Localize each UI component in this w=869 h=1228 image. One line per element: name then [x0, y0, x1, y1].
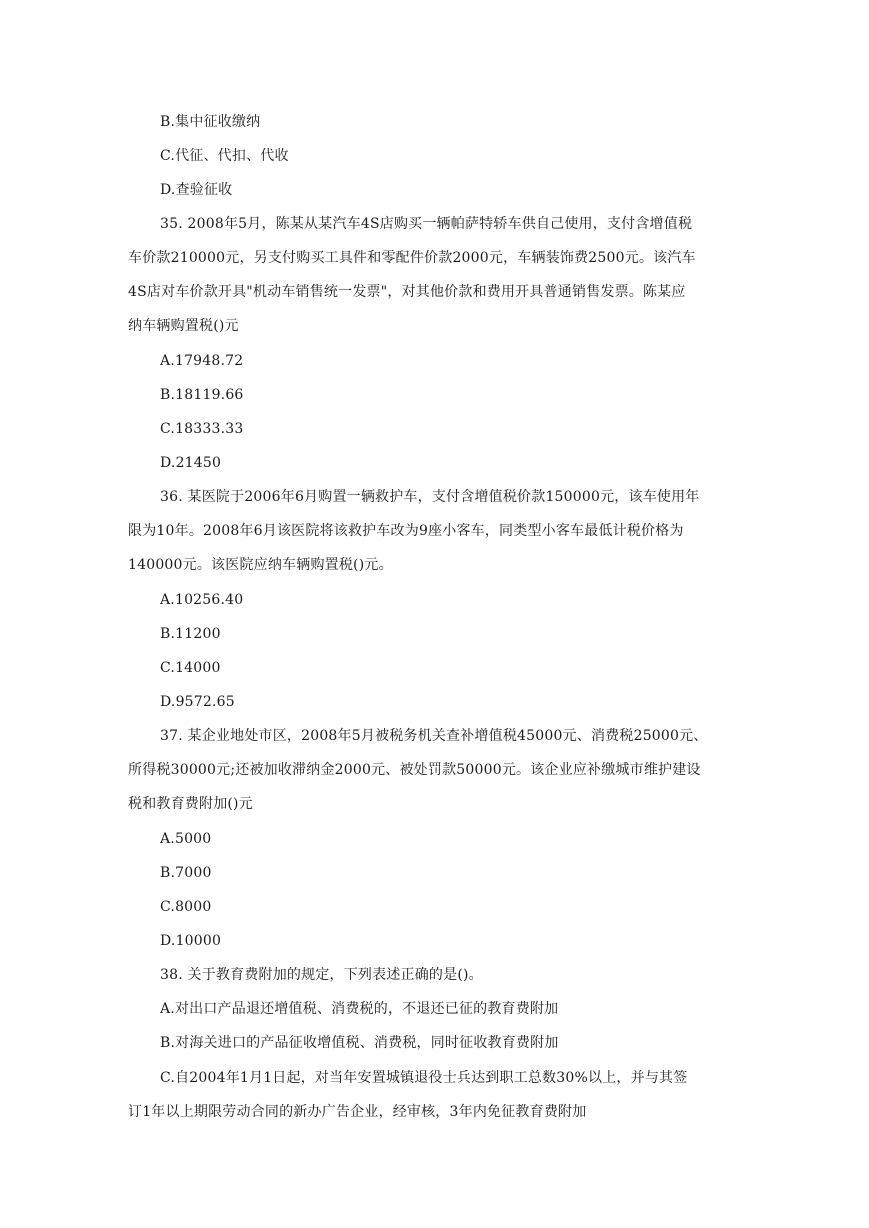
- q35-option-d: D.21450: [160, 455, 222, 471]
- q36-option-d: D.9572.65: [160, 694, 235, 710]
- q36-text-line-3: 140000元。该医院应纳车辆购置税()元。: [128, 557, 393, 573]
- q37-option-a: A.5000: [160, 831, 212, 847]
- q37-option-b: B.7000: [160, 865, 212, 881]
- q36-option-c: C.14000: [160, 660, 221, 676]
- q38-text-line-1: 38. 关于教育费附加的规定，下列表述正确的是()。: [160, 967, 483, 983]
- q35-text-line-1: 35. 2008年5月，陈某从某汽车4S店购买一辆帕萨特轿车供自己使用，支付含增值税: [160, 216, 693, 232]
- q36-option-b: B.11200: [160, 626, 221, 642]
- q34-option-c: C.代征、代扣、代收: [160, 148, 289, 164]
- q37-option-c: C.8000: [160, 899, 212, 915]
- q38-option-b: B.对海关进口的产品征收增值税、消费税，同时征收教育费附加: [160, 1035, 559, 1051]
- q35-option-c: C.18333.33: [160, 421, 244, 437]
- q36-text-line-1: 36. 某医院于2006年6月购置一辆救护车，支付含增值税价款150000元，该车使用年: [160, 489, 700, 505]
- q34-option-d: D.查验征收: [160, 182, 233, 198]
- q35-text-line-2: 车价款210000元，另支付购买工具件和零配件价款2000元，车辆装饰费2500元。该汽车: [128, 250, 696, 266]
- q38-option-a: A.对出口产品退还增值税、消费税的，不退还已征的教育费附加: [160, 1001, 559, 1017]
- q38-option-c-line-2: 订1年以上期限劳动合同的新办广告企业，经审核，3年内免征教育费附加: [128, 1104, 587, 1120]
- q36-option-a: A.10256.40: [160, 592, 244, 608]
- q37-option-d: D.10000: [160, 933, 222, 949]
- q34-option-b: B.集中征收缴纳: [160, 114, 261, 130]
- q35-text-line-4: 纳车辆购置税()元: [128, 318, 239, 334]
- q37-text-line-3: 税和教育费附加()元: [128, 796, 253, 812]
- q38-option-c-line-1: C.自2004年1月1日起，对当年安置城镇退役士兵达到职工总数30%以上，并与其签: [160, 1070, 688, 1086]
- q36-text-line-2: 限为10年。2008年6月该医院将该救护车改为9座小客车，同类型小客车最低计税价格为: [128, 523, 684, 539]
- q35-option-a: A.17948.72: [160, 353, 244, 369]
- q35-text-line-3: 4S店对车价款开具"机动车销售统一发票"，对其他价款和费用开具普通销售发票。陈某应: [128, 284, 686, 300]
- q35-option-b: B.18119.66: [160, 387, 244, 403]
- q37-text-line-1: 37. 某企业地处市区，2008年5月被税务机关查补增值税45000元、消费税25000元、: [160, 728, 708, 744]
- q37-text-line-2: 所得税30000元;还被加收滞纳金2000元、被处罚款50000元。该企业应补缴城市维护建设: [128, 762, 701, 778]
